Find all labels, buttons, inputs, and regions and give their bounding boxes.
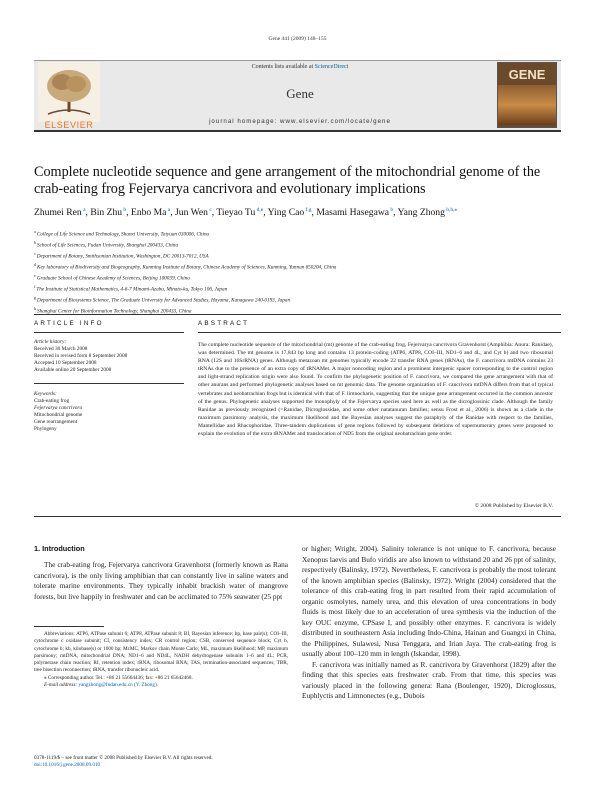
affiliation-list: [34, 228, 561, 316]
abstract-copyright: © 2008 Published by Elsevier B.V.: [474, 503, 553, 509]
doi-link[interactable]: doi:10.1016/j.gene.2008.09.010: [34, 762, 101, 768]
author: [268, 207, 312, 218]
affiliation-text: The Institute of Statistical Mathematics, 4-6-7 Minami-Azabu, Minato-ku, Tokyo 106, Japan: [36, 286, 228, 293]
email-footnote: [34, 682, 288, 689]
affiliation-text: School of Life Sciences, Fudan University, Shanghai 200433, China: [37, 242, 179, 249]
intro-left-column: [34, 560, 288, 602]
author: [175, 207, 212, 218]
history-online: Available online 20 September 2008: [34, 367, 112, 374]
history-received: Received 30 March 2008: [34, 346, 88, 353]
divider: [34, 516, 561, 517]
affiliation-mark: g: [34, 295, 37, 301]
author: [316, 207, 393, 218]
intro-right-column: [302, 544, 556, 702]
contents-line: [150, 64, 450, 70]
affiliation-mark: a: [34, 229, 37, 234]
affiliation-text: Department of Botany, Smithsonian Institution, Washington, DC 20013-7012, USA: [36, 253, 209, 260]
affiliation: [34, 239, 561, 250]
author: [398, 207, 458, 218]
elsevier-tree-logo: [38, 62, 100, 122]
divider: [198, 332, 561, 333]
author-affiliation-mark[interactable]: a: [81, 207, 86, 213]
author: [216, 207, 263, 218]
author: [131, 207, 170, 218]
divider: [34, 332, 184, 333]
keyword: Crab-eating frog: [34, 398, 70, 405]
affiliation: [34, 261, 561, 272]
affiliation-mark: c: [34, 251, 37, 257]
article-info-heading: ARTICLE INFO: [34, 320, 104, 327]
author-affiliation-mark[interactable]: d,e: [255, 207, 264, 213]
footnote-divider: [34, 626, 104, 627]
corresponding-author-footnote: ⁎ Corresponding author. Tel.: +86 21 55664436; fax: +86 21 65642468.: [44, 674, 193, 681]
divider: [34, 314, 561, 315]
contents-prefix: Contents lists available at: [251, 64, 315, 70]
affiliation-text: Graduate School of Chinese Academy of Sciences, Beijing 100039, China: [36, 275, 190, 282]
author-affiliation-mark[interactable]: a: [166, 207, 171, 213]
intro-paragraph: or higher; Wright, 2004). Salinity tolerance is not unique to F. cancrivora, because Xenopus laevis and Bufo viridis are also known to withstand 20 and 26 ppt of salinity, respectively (Balinsky, 1972). Nevertheless, F. cancrivora is probably the most tolerant of the known amphibian species (Balinsky, 1972). Wright (2004) considered that the tolerance of this crab-eating frog in part resulted from their rapid accumulation of organic osmolytes, namely urea, and this elevation of urea concentrations in body fluids is most likely due to an acceleration of urea synthesis via the induction of the key OUC enzyme, CPSase I, and possibly other enzymes. F. cancrivora is widely distributed in southeastern Asia including Indo-China, Hainan and Guangxi in China, the Philippines, Sulawesi, Nusa Tenggara, and Irian Jaya. The crab-eating frog is usually about 100–120 mm in length (Iskandar, 1998).: [302, 544, 556, 658]
affiliation-mark: e: [34, 273, 37, 279]
author-affiliation-mark[interactable]: b,h,⁎: [444, 207, 458, 213]
keywords: [34, 391, 184, 434]
sciencedirect-link[interactable]: ScienceDirect: [314, 64, 349, 70]
article-title: [34, 164, 561, 198]
affiliation: [34, 272, 561, 283]
affiliation-text: Department of Biosystems Science, The Graduate University for Advanced Studies, Hayama, Kanagawa 240-0193, Japan: [37, 297, 291, 304]
history-revised: Received in revised form 8 September 2008: [34, 353, 128, 360]
keyword: Phylogeny: [34, 426, 57, 433]
article-history: [34, 339, 184, 374]
affiliation-text: Shanghai Center for Bioinformation Technology, Shanghai 200433, China: [37, 308, 192, 315]
keyword: Fejervarya cancrivora: [34, 405, 83, 412]
journal-homepage[interactable]: journal homepage: www.elsevier.com/locate/gene: [209, 118, 391, 125]
affiliation: [34, 228, 561, 239]
author-name: Tieyao Tu: [216, 207, 256, 219]
affiliation-mark: f: [34, 284, 37, 290]
affiliation: [34, 250, 561, 261]
abbreviations-footnote: Abbreviations: ATP6, ATPase subunit 6; ATP8, ATPase subunit 8; BI, Bayesian inference; bp, base pair(s); COI–III, cytochrome c oxidase subunit; CI, consistency index; CR control region; CSB, conserved sequence block; Cyt b, cytochrome b; kb, kilobase(s) or 1000 bp; McMC, Markov chain Monte Carlo; ML, maximum likelihood; MP, maximum parsimony; mtDNA, mitochondrial DNA; ND1–6 and ND4L, NADH dehydrogenase subunits 1–6 and 4L; PCR, polymerase chain reaction; RI, retention index; rRNA, ribosomal RNA; TAS, termination-associated sequences; TBR, tree bisection reconnection; tRNA, transfer ribonucleic acid.: [34, 631, 288, 674]
journal-cover-image: [497, 62, 557, 128]
affiliation-mark: h: [34, 306, 37, 312]
history-accepted: Accepted 10 September 2008: [34, 360, 97, 367]
affiliation-mark: b: [34, 240, 37, 246]
author-affiliation-mark[interactable]: f,g: [304, 207, 312, 213]
author-name: Masami Hasegawa: [316, 207, 390, 219]
issn-line: 0378-1119/$ – see front matter © 2008 Published by Elsevier B.V. All rights reserved.: [34, 755, 213, 761]
abstract-heading: ABSTRACT: [198, 320, 250, 327]
author-name: Jun Wen: [175, 207, 208, 219]
abstract-text: The complete nucleotide sequence of the mitochondrial (mt) genome of the crab-eating frog, Fejervarya cancrivora Gravenhorst (Amphibia: Anura: Ranidae), was determined. The mt genome is 17,843 bp long and contains 13 protein-coding (ATP6, ATP8, COI–III, ND1–6 and 4L, and Cyt b) and two ribosomal RNA (12S and 16SrRNA) genes. Although metazoan mt genomes typically encode 22 transfer RNA genes (tRNAs), the F. cancrivora mtDNA contains 23 tRNAs due to the presence of an extra copy of tRNAMet. A major noncoding region and a prominent intergenic spacer corresponding to the control region and light-strand replication origin were also found. To confirm the phylogenetic position of F. cancrivora, we compared the gene arrangement with that of other anurans and performed phylogenetic analyses based on mt genomic data. The genome organization of F. cancrivora mtDNA differs from that of typical vertebrates and neobatrachian frogs but is identical with that of F. limnocharis, suggesting that the unique gene arrangement occurred in the common ancestor of the genus. Phylogenetic analyses supported the monophyly of the Fejervarya species used here as well as the dicroglossinic clade. Although the family Ranidae as previously recognized (=Ranidae, Dicroglossidae, and some other natatanuran families; sensu Frost et al., 2006) is shown as a clade in the maximum parsimony analysis, the maximum likelihood and the Bayesian analyses suggest the paraphyly of the Ranidae with respect to the families, Mantellidae and Rhacophoridae. Three-tandem duplications of gene regions followed by subsequent deletions of supernumerary genes were proposed to explain the evolution of the extra tRNAMet and translocation of ND5 from the original neobatrachian gene order.: [198, 342, 553, 438]
history-label: Article history:: [34, 339, 67, 345]
affiliation-mark: d: [34, 262, 37, 268]
keywords-label: Keywords:: [34, 391, 57, 397]
affiliation: [34, 283, 561, 294]
keyword: Mitochondrial genome: [34, 412, 83, 419]
author-name: Zhumei Ren: [34, 207, 82, 219]
affiliation-text: Key laboratory of Biodiversity and Biogeography, Kunming Institute of Botany, Chinese Academy of Sciences, Kunming, Yunnan 650204, China: [37, 264, 337, 271]
publisher-name: ELSEVIER: [44, 120, 94, 130]
journal-name: Gene: [286, 86, 314, 101]
article-title-text: Complete nucleotide sequence and gene arrangement of the mitochondrial genome of the crab-eating frog Fejervarya cancrivora and evolutionary implications: [34, 164, 541, 197]
section-heading-introduction: 1. Introduction: [34, 544, 85, 553]
author-list: Zhumei Ren $^a$, Bin Zhu $^b$, Enbo Ma $^a$, Jun Wen $^c$, Tieyao Tu $^{d,e}$, Ying Cao $^{f,g}$, Masami Hasegawa $^b$, Yang Zhong $^{b,h,⁎}$: [34, 207, 458, 219]
author: [34, 207, 86, 218]
author: [90, 207, 126, 218]
footnotes: [34, 631, 288, 689]
keyword: Gene rearrangement: [34, 419, 78, 426]
cover-title: GENE: [508, 67, 546, 82]
author-name: Yang Zhong: [397, 207, 445, 219]
affiliation: [34, 294, 561, 305]
author-affiliation-mark[interactable]: b: [389, 207, 394, 213]
author-name: Enbo Ma: [130, 207, 167, 219]
author-name: Ying Cao: [267, 207, 305, 219]
author-affiliation-mark[interactable]: b: [122, 207, 127, 213]
intro-paragraph: The crab-eating frog, Fejervarya cancrivora Gravenhorst (formerly known as Rana cancrivora), is the only living amphibian that can constantly live in saline waters and tolerate marine environments. They typically inhabit brackish water of mangrove forests, but live happily in freshwater and can be acclimated to 75% seawater (25 ppt: [34, 560, 288, 601]
running-head: Gene 441 (2009) 148–155: [268, 36, 327, 42]
front-matter-info: [34, 755, 213, 769]
author-affiliation-mark[interactable]: c: [207, 207, 212, 213]
divider: [34, 383, 184, 384]
author-name: Bin Zhu: [90, 207, 123, 219]
affiliation-text: College of Life Science and Technology, Shanxi University, Taiyuan 030006, China: [36, 231, 210, 238]
email-label: E-mail address:: [44, 682, 78, 689]
email-link[interactable]: yangzhong@fudan.edu.cn (Y. Zhong).: [78, 682, 158, 689]
intro-paragraph: F. cancrivora was initially named as R. cancrivora by Gravenhorst (1829) after the finding that this species eats freshwater crab. From that time, this species was variously placed in the following genera: Rana (Boulenger, 1920), Dicroglossus, Euphlyctis and Limnonectes (e.g., Dubois: [302, 659, 556, 700]
